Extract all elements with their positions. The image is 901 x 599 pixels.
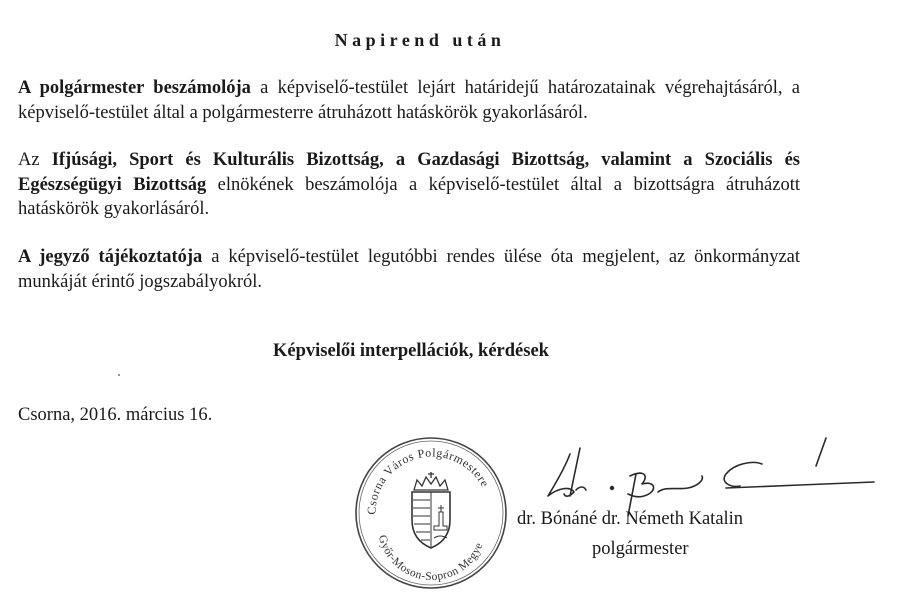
place-and-date: Csorna, 2016. március 16. bbox=[18, 405, 213, 425]
paragraph-bold-lead: A jegyző tájékoztatója bbox=[18, 247, 203, 267]
subheading-interpellaciok: Képviselői interpellációk, kérdések bbox=[273, 341, 549, 361]
paragraph-bizottsagok-beszamolo bbox=[18, 148, 800, 222]
paragraph-bold-lead: A polgármester beszámolója bbox=[18, 78, 251, 98]
paragraph-text: a képviselő-testület lejárt határidejű határozatainak végrehajtásáról, a képviselő-testület által a polgármesterre átruházott hatáskörök gyakorlásáról. bbox=[18, 78, 800, 123]
official-seal-stamp bbox=[352, 434, 510, 592]
signer-title: polgármester bbox=[592, 539, 689, 559]
paragraph-polgarmester-beszamolo bbox=[18, 76, 800, 125]
heading-napirend-utan: Napirend után bbox=[334, 30, 506, 50]
paragraph-jegyzo-tajekoztato bbox=[18, 245, 800, 294]
paragraph-lead-text: Az bbox=[18, 150, 52, 170]
signer-name: dr. Bónáné dr. Németh Katalin bbox=[517, 509, 744, 529]
paragraph-text: elnökének beszámolója a képviselő-testület által a bizottságra átruházott hatáskörök gyakorlásáról. bbox=[18, 174, 801, 219]
paragraph-text: a képviselő-testület legutóbbi rendes ülése óta megjelent, az önkormányzat munkáját érintő jogszabályokról. bbox=[18, 247, 801, 292]
paragraph-bold-lead: Ifjúsági, Sport és Kulturális Bizottság, a Gazdasági Bizottság, valamint a Szociális és Egészségügyi Bizottság bbox=[18, 150, 801, 195]
svg-text:Győr-Moson-Sopron Megye: Győr-Moson-Sopron Megye bbox=[375, 533, 486, 584]
svg-text:Csorna Város Polgármestere: Csorna Város Polgármestere bbox=[364, 445, 493, 515]
speck-mark bbox=[118, 374, 120, 376]
